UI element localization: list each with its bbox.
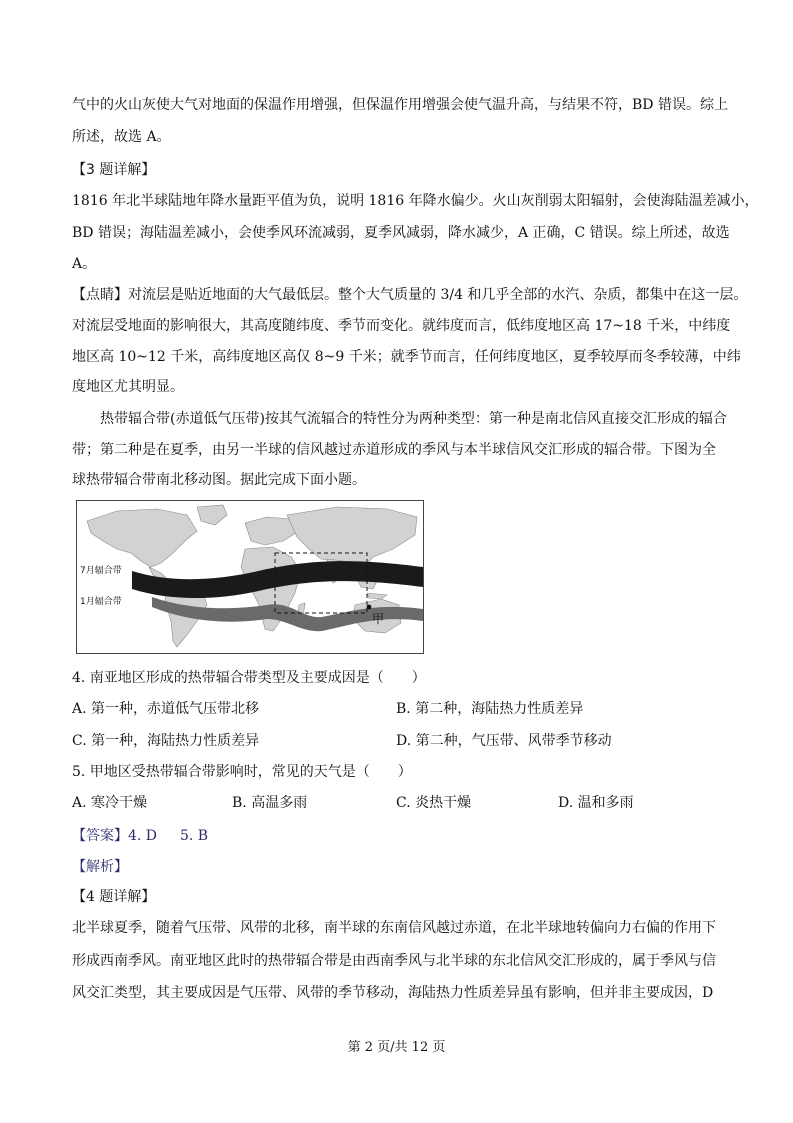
text-line: BD 错误；海陆温差减小，会使季风环流减弱，夏季风减弱，降水减少，A 正确，C 错误。综上所述，故选	[72, 225, 730, 241]
q4-detail-heading: 【4 题详解】	[72, 889, 156, 905]
text-line: 热带辐合带(赤道低气压带)按其气流辐合的特性分为两种类型：第一种是南北信风直接交汇形成的辐合	[100, 411, 727, 427]
detail-line: 形成西南季风。南亚地区此时的热带辐合带是由西南季风与北半球的东北信风交汇形成的，属于季风与信	[72, 953, 716, 969]
itcz-world-map	[76, 500, 424, 654]
question-4-option-b: B. 第二种，海陆热力性质差异	[396, 701, 584, 717]
text-line: 地区高 10~12 千米，高纬度地区高仅 8~9 千米；就季节而言，任何纬度地区，夏季较厚而冬季较薄，中纬	[72, 349, 741, 365]
question-5-stem: 5. 甲地区受热带辐合带影响时，常见的天气是（ ）	[72, 764, 412, 780]
answer-q5: 5. B	[180, 828, 209, 844]
question-5-option-d: D. 温和多雨	[558, 795, 634, 811]
section-heading: 【3 题详解】	[72, 162, 156, 178]
detail-line: 北半球夏季，随着气压带、风带的北移，南半球的东南信风越过赤道，在北半球地转偏向力右偏的作用下	[72, 920, 716, 936]
point-jia-marker	[367, 605, 372, 610]
question-4-option-d: D. 第二种，气压带、风带季节移动	[396, 733, 612, 749]
question-5-option-c: C. 炎热干燥	[396, 795, 472, 811]
text-line: 对流层受地面的影响很大，其高度随纬度、季节而变化。就纬度而言，低纬度地区高 17~18 千米，中纬度	[72, 318, 731, 334]
detail-line: 风交汇类型，其主要成因是气压带、风带的季节移动，海陆热力性质差异虽有影响，但并非主要成因，D	[72, 985, 714, 1001]
question-5-option-a: A. 寒冷干燥	[72, 795, 148, 811]
point-jia-label: 甲	[372, 612, 385, 626]
answer-label: 【答案】	[72, 828, 128, 844]
text-line: 度地区尤其明显。	[72, 379, 184, 395]
question-4-stem: 4. 南亚地区形成的热带辐合带类型及主要成因是（ ）	[72, 670, 426, 686]
analysis-label: 【解析】	[72, 859, 128, 875]
answer-q4: 4. D	[128, 828, 158, 844]
question-5-option-b: B. 高温多雨	[232, 795, 308, 811]
text-line: 所述，故选 A。	[72, 129, 171, 145]
text-line: 【点睛】对流层是贴近地面的大气最低层。整个大气质量的 3/4 和几乎全部的水汽、杂质，都集中在这一层。	[72, 287, 748, 303]
text-line: 气中的火山灰使大气对地面的保温作用增强，但保温作用增强会使气温升高，与结果不符，BD 错误。综上	[72, 97, 728, 113]
text-line: 球热带辐合带南北移动图。据此完成下面小题。	[72, 472, 366, 488]
text-line: 1816 年北半球陆地年降水量距平值为负，说明 1816 年降水偏少。火山灰削弱太阳辐射，会使海陆温差减小，	[72, 193, 759, 209]
text-line: A。	[72, 256, 97, 272]
text-line: 带；第二种是在夏季，由另一半球的信风越过赤道形成的季风与本半球信风交汇形成的辐合带。下图为全	[72, 442, 716, 458]
january-band-label: 1月辐合带	[80, 597, 122, 607]
map-svg	[77, 501, 423, 653]
july-band-label: 7月辐合带	[80, 566, 122, 576]
question-4-option-a: A. 第一种，赤道低气压带北移	[72, 701, 260, 717]
page-footer: 第 2 页/共 12 页	[347, 1040, 446, 1055]
question-4-option-c: C. 第一种，海陆热力性质差异	[72, 733, 260, 749]
